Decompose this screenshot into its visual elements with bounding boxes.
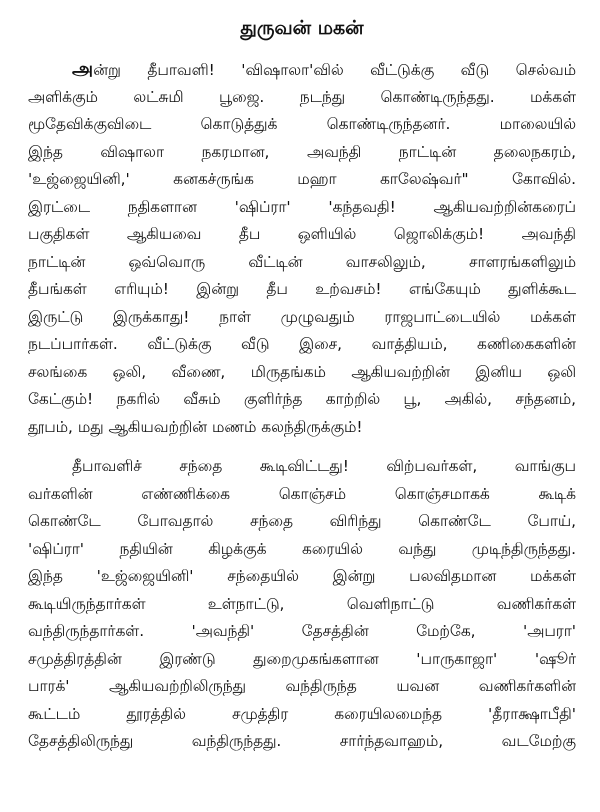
drop-cap: அ bbox=[72, 58, 94, 80]
text-line: மூதேவிக்குவிடை கொடுத்துக் கொண்டிருந்தனர். மாலையில் bbox=[28, 115, 576, 133]
paragraph-2 bbox=[28, 453, 576, 756]
text-line: வந்திருந்தார்கள். 'அவந்தி' தேசத்தின் மேற்கே, 'அபரா' bbox=[28, 622, 576, 640]
text-line: நாட்டின் ஒவ்வொரு வீட்டின் வாசலிலும், சாளரங்களிலும் bbox=[28, 252, 576, 271]
text-line: கூடியிருந்தார்கள் உள்நாட்டு, வெளிநாட்டு வணிகர்கள் bbox=[28, 594, 576, 613]
text-line: இருட்டு இருக்காது! நாள் முழுவதும் ராஜபாட்டையில் மக்கள் bbox=[28, 307, 576, 326]
text-line: பகுதிகள் ஆகியவை தீப ஒளியில் ஜொலிக்கும்! அவந்தி bbox=[28, 225, 576, 243]
text-line: கேட்கும்! நகரில் வீசும் குளிர்ந்த காற்றில் பூ, அகில், சந்தனம், bbox=[28, 390, 576, 408]
text-line: கொண்டே போவதால் சந்தை விரிந்து கொண்டே போய், bbox=[28, 512, 576, 530]
text-line: இந்த விஷாலா நகரமான, அவந்தி நாட்டின் தலைநகரம், bbox=[28, 142, 576, 161]
paragraph-gap bbox=[28, 441, 576, 453]
text-line: கூட்டம் தூரத்தில் சமுத்திர கரையிலமைந்த 'தீராக்ஷாபீதி' bbox=[28, 704, 576, 723]
text-line: இரட்டை நதிகளான 'ஷிப்ரா' 'கந்தவதி! ஆகியவற்றின்கரைப் bbox=[28, 197, 576, 216]
text-line: அளிக்கும் லட்சுமி பூஜை. நடந்து கொண்டிருந்தது. மக்கள் bbox=[28, 87, 576, 106]
text-line: 'உஜ்ஜையினி,' கனகச்ருங்க மஹா காலேஷ்வர்" கோவில். bbox=[28, 170, 576, 188]
text-line: 'ஷிப்ரா' நதியின் கிழக்குக் கரையில் வந்து முடிந்திருந்தது. bbox=[28, 539, 576, 558]
paragraph-1 bbox=[28, 56, 576, 441]
text-line: தீபங்கள் எரியும்! இன்று தீப உற்வசம்! எங்கேயும் துளிக்கூட bbox=[28, 280, 576, 298]
text-line: சமுத்திரத்தின் இரண்டு துறைமுகங்களான 'பாருகாஜா' 'ஷூர் bbox=[28, 649, 576, 668]
text-line: நடப்பார்கள். வீட்டுக்கு வீடு இசை, வாத்தியம், கணிகைகளின் bbox=[28, 335, 576, 353]
chapter-title: துருவன் மகன் bbox=[240, 17, 364, 39]
text-line: வர்களின் எண்ணிக்கை கொஞ்சம் கொஞ்சமாகக் கூடிக் bbox=[28, 484, 576, 503]
text-line: சலங்கை ஒலி, வீணை, மிருதங்கம் ஆகியவற்றின் இனிய ஒலி bbox=[28, 362, 576, 381]
text-line: பாரக்' ஆகியவற்றிலிருந்து வந்திருந்த யவன வணிகர்களின் bbox=[28, 677, 576, 695]
text-line: தேசத்திலிருந்து வந்திருந்தது. சார்ந்தவாஹம், வடமேற்கு bbox=[28, 732, 576, 750]
text-line: இந்த 'உஜ்ஜையினி' சந்தையில் இன்று பலவிதமான மக்கள் bbox=[28, 567, 576, 585]
text-line: அன்று தீபாவளி! 'விஷாலா'வில் வீட்டுக்கு வீடு செல்வம் bbox=[72, 58, 576, 80]
text-line: தீபாவளிச் சந்தை கூடிவிட்டது! விற்பவர்கள், வாங்குப bbox=[72, 457, 576, 475]
text-line: தூபம், மது ஆகியவற்றின் மணம் கலந்திருக்கும்! bbox=[28, 417, 363, 436]
book-page bbox=[28, 14, 576, 756]
